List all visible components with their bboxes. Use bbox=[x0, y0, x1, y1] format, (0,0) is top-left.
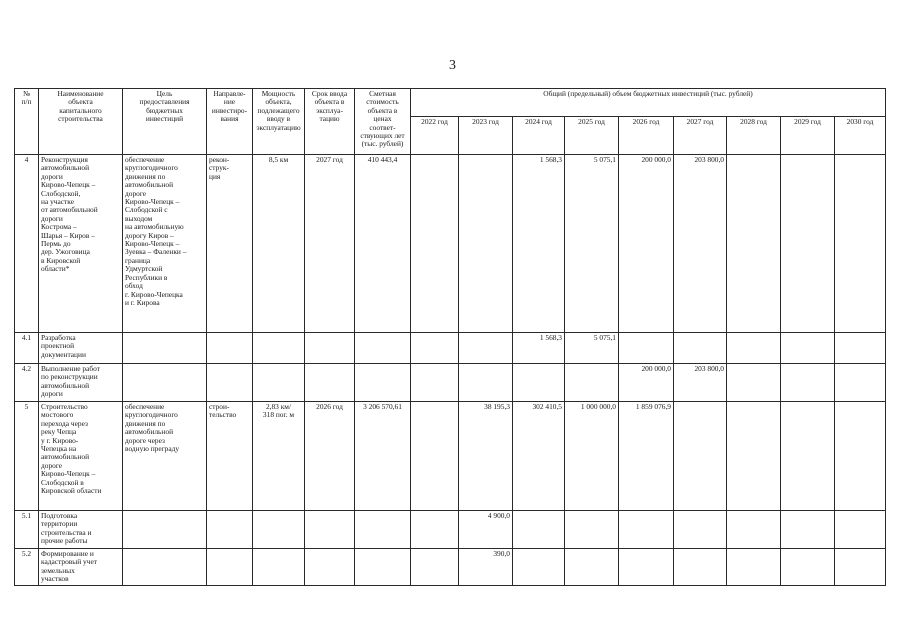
row-direction bbox=[207, 364, 253, 402]
header-year: 2028 год bbox=[727, 117, 781, 155]
row-year-value: 1 859 076,9 bbox=[619, 402, 674, 511]
row-year-value bbox=[674, 333, 727, 364]
header-year: 2029 год bbox=[781, 117, 835, 155]
header-year: 2026 год bbox=[619, 117, 674, 155]
row-year-value bbox=[565, 549, 619, 586]
row-year-value: 1 000 000,0 bbox=[565, 402, 619, 511]
row-capacity bbox=[253, 333, 305, 364]
header-row-1 bbox=[15, 89, 886, 117]
investment-table bbox=[14, 88, 886, 586]
row-year-value bbox=[727, 402, 781, 511]
row-year-value bbox=[565, 364, 619, 402]
row-year-value bbox=[674, 511, 727, 549]
row-cost: 3 206 570,61 bbox=[355, 402, 411, 511]
row-name: Выполнение работ по реконструкции автомобильной дороги bbox=[39, 364, 123, 402]
row-direction bbox=[207, 511, 253, 549]
row-year-value bbox=[674, 402, 727, 511]
table-row bbox=[15, 402, 886, 511]
row-year-value bbox=[411, 402, 459, 511]
row-no: 5.1 bbox=[15, 511, 39, 549]
row-no: 4.1 bbox=[15, 333, 39, 364]
row-year-value bbox=[781, 549, 835, 586]
row-cost bbox=[355, 549, 411, 586]
row-year-value bbox=[727, 511, 781, 549]
row-goal bbox=[123, 549, 207, 586]
row-year-value bbox=[835, 364, 886, 402]
row-goal: обеспечение круглогодичного движения по автомобильной дороге Кирово-Чепецк – Слободской с выходом на автомобильную дорогу Киров – Кирово-Чепецк – Зуевка – Фаленки – граница Удмуртской Республики в обход г. Кирово-Чепецка и г. Кирова bbox=[123, 155, 207, 333]
row-direction bbox=[207, 549, 253, 586]
row-goal bbox=[123, 511, 207, 549]
row-year-value bbox=[781, 511, 835, 549]
row-direction: строи- тельство bbox=[207, 402, 253, 511]
row-cost: 410 443,4 bbox=[355, 155, 411, 333]
row-year-value: 1 568,3 bbox=[513, 333, 565, 364]
header-year: 2030 год bbox=[835, 117, 886, 155]
row-year-value bbox=[619, 333, 674, 364]
row-year-value bbox=[411, 333, 459, 364]
row-year-value bbox=[459, 333, 513, 364]
row-year-value bbox=[727, 333, 781, 364]
row-year-value: 200 000,0 bbox=[619, 155, 674, 333]
row-year-value bbox=[835, 402, 886, 511]
row-name: Реконструкция автомобильной дороги Кирово-Чепецк – Слободской, на участке от автомобильной дороги Кострома – Шарья – Киров – Пермь до дер. Ужоговица в Кировской области* bbox=[39, 155, 123, 333]
table-row bbox=[15, 549, 886, 586]
row-cost bbox=[355, 333, 411, 364]
row-capacity bbox=[253, 549, 305, 586]
row-direction bbox=[207, 333, 253, 364]
header-cost: Сметная стоимость объекта в ценах соответ- ствующих лет (тыс. рублей) bbox=[355, 89, 411, 155]
header-year: 2024 год bbox=[513, 117, 565, 155]
header-term: Срок ввода объекта в эксплуа- тацию bbox=[305, 89, 355, 155]
row-year-value bbox=[727, 549, 781, 586]
header-no: № п/п bbox=[15, 89, 39, 155]
row-year-value bbox=[411, 549, 459, 586]
table-row bbox=[15, 333, 886, 364]
row-year-value bbox=[781, 402, 835, 511]
row-cost bbox=[355, 364, 411, 402]
row-year-value bbox=[459, 155, 513, 333]
row-year-value bbox=[727, 364, 781, 402]
header-goal: Цель предоставления бюджетных инвестиций bbox=[123, 89, 207, 155]
row-year-value bbox=[565, 511, 619, 549]
row-goal bbox=[123, 364, 207, 402]
row-year-value: 302 410,5 bbox=[513, 402, 565, 511]
table-row bbox=[15, 155, 886, 333]
row-year-value bbox=[727, 155, 781, 333]
row-year-value: 5 075,1 bbox=[565, 333, 619, 364]
header-direction: Направле- ние инвестиро- вания bbox=[207, 89, 253, 155]
row-year-value bbox=[781, 364, 835, 402]
row-year-value: 200 000,0 bbox=[619, 364, 674, 402]
row-goal: обеспечение круглогодичного движения по автомобильной дороге через водную преграду bbox=[123, 402, 207, 511]
header-year: 2027 год bbox=[674, 117, 727, 155]
row-year-value bbox=[781, 155, 835, 333]
row-goal bbox=[123, 333, 207, 364]
row-term bbox=[305, 549, 355, 586]
row-name: Разработка проектной документации bbox=[39, 333, 123, 364]
row-year-value bbox=[835, 333, 886, 364]
row-year-value bbox=[619, 511, 674, 549]
row-year-value bbox=[411, 155, 459, 333]
row-direction: рекон- струк- ция bbox=[207, 155, 253, 333]
row-capacity: 2,83 км/ 318 пог. м bbox=[253, 402, 305, 511]
row-year-value bbox=[513, 364, 565, 402]
page-number: 3 bbox=[449, 58, 456, 73]
row-no: 5.2 bbox=[15, 549, 39, 586]
row-name: Формирование и кадастровый учет земельных участков bbox=[39, 549, 123, 586]
row-term: 2026 год bbox=[305, 402, 355, 511]
row-year-value: 4 900,0 bbox=[459, 511, 513, 549]
row-year-value bbox=[411, 364, 459, 402]
row-year-value bbox=[835, 511, 886, 549]
header-name: Наименование объекта капитального строительства bbox=[39, 89, 123, 155]
row-year-value bbox=[781, 333, 835, 364]
row-year-value: 203 800,0 bbox=[674, 364, 727, 402]
row-capacity: 8,5 км bbox=[253, 155, 305, 333]
row-year-value bbox=[411, 511, 459, 549]
row-year-value: 390,0 bbox=[459, 549, 513, 586]
row-year-value bbox=[459, 364, 513, 402]
row-year-value: 38 195,3 bbox=[459, 402, 513, 511]
row-term: 2027 год bbox=[305, 155, 355, 333]
row-year-value bbox=[835, 549, 886, 586]
row-capacity bbox=[253, 364, 305, 402]
row-term bbox=[305, 511, 355, 549]
row-year-value bbox=[619, 549, 674, 586]
row-year-value: 1 568,3 bbox=[513, 155, 565, 333]
header-total: Общий (предельный) объем бюджетных инвестиций (тыс. рублей) bbox=[411, 89, 886, 117]
row-name: Строительство мостового перехода через реку Чепца у г. Кирово- Чепецка на автомобильной дороге Кирово-Чепецк – Слободской в Кировской области bbox=[39, 402, 123, 511]
row-year-value bbox=[674, 549, 727, 586]
header-year: 2025 год bbox=[565, 117, 619, 155]
row-cost bbox=[355, 511, 411, 549]
row-year-value: 5 075,1 bbox=[565, 155, 619, 333]
row-capacity bbox=[253, 511, 305, 549]
row-name: Подготовка территории строительства и прочие работы bbox=[39, 511, 123, 549]
row-no: 5 bbox=[15, 402, 39, 511]
header-year: 2023 год bbox=[459, 117, 513, 155]
table-row bbox=[15, 364, 886, 402]
header-year: 2022 год bbox=[411, 117, 459, 155]
row-term bbox=[305, 333, 355, 364]
table-row bbox=[15, 511, 886, 549]
row-year-value: 203 800,0 bbox=[674, 155, 727, 333]
row-year-value bbox=[513, 511, 565, 549]
row-no: 4.2 bbox=[15, 364, 39, 402]
row-year-value bbox=[513, 549, 565, 586]
header-capacity: Мощность объекта, подлежащего вводу в эксплуатацию bbox=[253, 89, 305, 155]
row-year-value bbox=[835, 155, 886, 333]
row-term bbox=[305, 364, 355, 402]
row-no: 4 bbox=[15, 155, 39, 333]
